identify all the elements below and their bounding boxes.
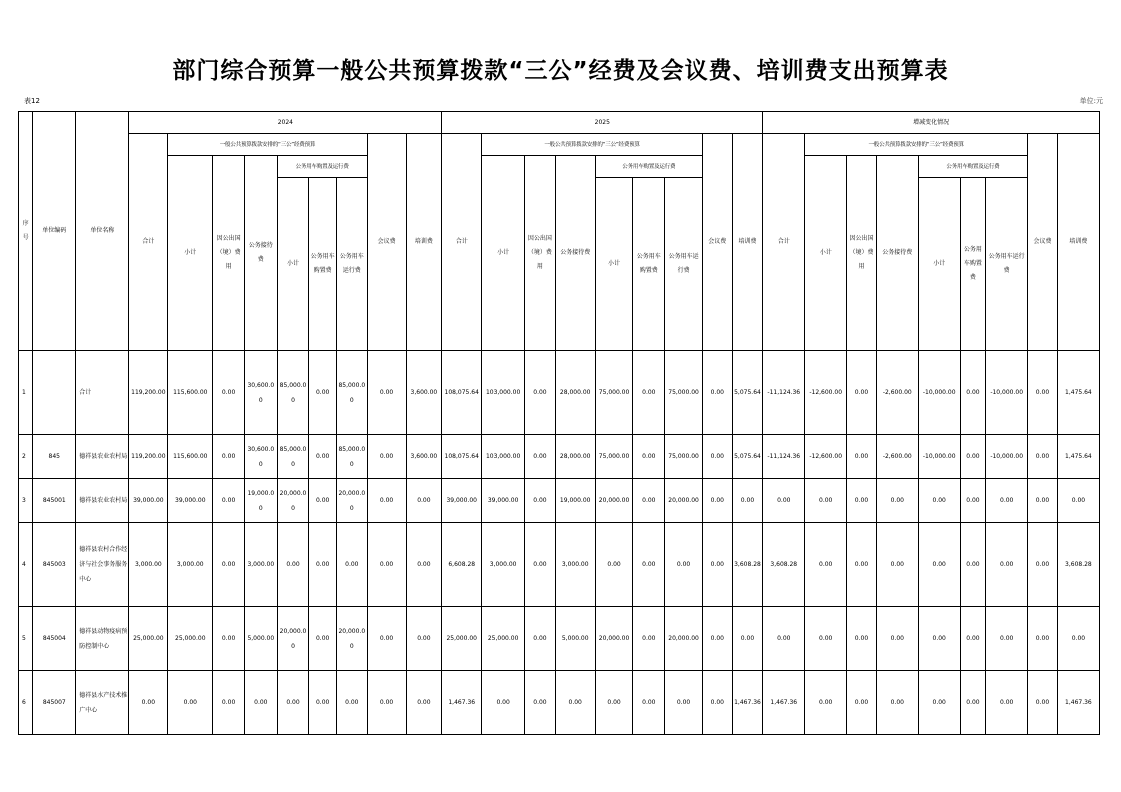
row-value-cell: 75,000.00	[665, 435, 703, 479]
row-unit-code: 845004	[33, 607, 76, 671]
row-value-cell: 0.00	[168, 671, 213, 735]
row-value-cell: 0.00	[309, 523, 337, 607]
header-unit-name: 单位名称	[76, 112, 129, 351]
row-value-cell: 0.00	[406, 523, 442, 607]
budget-table	[18, 111, 1100, 735]
row-value-cell: 108,075.64	[442, 351, 482, 435]
row-value-cell: 0.00	[309, 435, 337, 479]
row-value-cell: 0.00	[633, 607, 665, 671]
row-value-cell: -12,600.00	[805, 435, 847, 479]
row-value-cell: 20,000.00	[336, 607, 367, 671]
row-value-cell: 1,475.64	[1057, 435, 1099, 479]
unit-label: 单位:元	[1079, 97, 1103, 105]
row-value-cell: 85,000.00	[336, 435, 367, 479]
row-value-cell: 0.00	[213, 607, 245, 671]
row-value-cell: 0.00	[406, 607, 442, 671]
row-value-cell: 0.00	[1028, 523, 1058, 607]
row-value-cell: 19,000.00	[555, 479, 595, 523]
page-title: 部门综合预算一般公共预算拨款“三公”经费及会议费、培训费支出预算表	[172, 58, 949, 84]
row-value-cell: 20,000.00	[665, 479, 703, 523]
header-group-2024: 一般公共预算拨款安排的“三公”经费预算	[168, 134, 367, 156]
row-value-cell: -2,600.00	[876, 435, 918, 479]
row-value-cell: 0.00	[309, 351, 337, 435]
table-row	[19, 523, 1100, 607]
row-value-cell: 108,075.64	[442, 435, 482, 479]
table-row	[19, 479, 1100, 523]
row-unit-name: 合计	[76, 351, 129, 435]
row-value-cell: 3,608.28	[1057, 523, 1099, 607]
row-value-cell: 0.00	[702, 607, 732, 671]
row-value-cell: 5,000.00	[244, 607, 277, 671]
row-value-cell: 19,000.00	[244, 479, 277, 523]
header-year-2025: 2025	[442, 112, 763, 134]
row-value-cell: 0.00	[918, 479, 960, 523]
row-value-cell: 0.00	[406, 671, 442, 735]
row-value-cell: 0.00	[805, 479, 847, 523]
row-value-cell: 0.00	[213, 351, 245, 435]
row-value-cell: 0.00	[367, 607, 406, 671]
row-value-cell: 20,000.00	[595, 607, 633, 671]
header-training-change: 培训费	[1057, 134, 1099, 351]
header-car-group-change: 公务用车购置及运行费	[918, 156, 1027, 178]
row-value-cell: 0.00	[1028, 607, 1058, 671]
row-value-cell: 75,000.00	[665, 351, 703, 435]
header-reception-2024: 公务接待费	[244, 156, 277, 351]
row-value-cell: 0.00	[482, 671, 525, 735]
row-value-cell: -11,124.36	[763, 351, 805, 435]
row-value-cell: 39,000.00	[129, 479, 168, 523]
header-car-group-2024: 公务用车购置及运行费	[277, 156, 367, 178]
table-row	[19, 607, 1100, 671]
row-value-cell: 39,000.00	[482, 479, 525, 523]
header-car-running-2025: 公务用车运行费	[665, 178, 703, 351]
row-value-cell: 0.00	[847, 351, 877, 435]
header-car-purchase-2024: 公务用车购置费	[309, 178, 337, 351]
header-car-running-change: 公务用车运行费	[986, 178, 1028, 351]
row-value-cell: 28,000.00	[555, 351, 595, 435]
row-unit-name: 德祥县农村合作经济与社会事务服务中心	[76, 523, 129, 607]
row-seq: 6	[19, 671, 33, 735]
row-value-cell: 103,000.00	[482, 351, 525, 435]
header-subtotal-2024: 小计	[168, 156, 213, 351]
row-value-cell: 0.00	[960, 351, 986, 435]
row-value-cell: 0.00	[986, 671, 1028, 735]
header-change: 增减变化情况	[763, 112, 1100, 134]
row-value-cell: 3,000.00	[129, 523, 168, 607]
header-meeting-2025: 会议费	[702, 134, 732, 351]
row-value-cell: 0.00	[665, 671, 703, 735]
row-value-cell: 25,000.00	[442, 607, 482, 671]
header-training-2025: 培训费	[732, 134, 763, 351]
header-year-2024: 2024	[129, 112, 442, 134]
header-total-change: 合计	[763, 134, 805, 351]
row-value-cell: 25,000.00	[129, 607, 168, 671]
header-car-running-2024: 公务用车运行费	[336, 178, 367, 351]
row-value-cell: 0.00	[525, 671, 556, 735]
row-value-cell: 115,600.00	[168, 351, 213, 435]
row-unit-code: 845	[33, 435, 76, 479]
row-value-cell: 0.00	[633, 479, 665, 523]
header-group-2025: 一般公共预算拨款安排的“三公”经费预算	[482, 134, 703, 156]
header-subtotal-change: 小计	[805, 156, 847, 351]
header-car-group-2025: 公务用车购置及运行费	[595, 156, 702, 178]
row-value-cell: 0.00	[213, 435, 245, 479]
row-value-cell: 30,600.00	[244, 351, 277, 435]
row-value-cell: 0.00	[918, 671, 960, 735]
row-value-cell: 0.00	[309, 607, 337, 671]
row-value-cell: 0.00	[702, 351, 732, 435]
header-total-2025: 合计	[442, 134, 482, 351]
row-value-cell: 0.00	[213, 671, 245, 735]
row-value-cell: -12,600.00	[805, 351, 847, 435]
row-value-cell: 0.00	[960, 435, 986, 479]
row-value-cell: 0.00	[732, 607, 763, 671]
row-unit-name: 德祥县农业农村局	[76, 435, 129, 479]
row-value-cell: -2,600.00	[876, 351, 918, 435]
row-value-cell: 0.00	[336, 671, 367, 735]
row-value-cell: 0.00	[847, 607, 877, 671]
row-unit-code: 845007	[33, 671, 76, 735]
row-unit-code: 845001	[33, 479, 76, 523]
row-value-cell: 0.00	[876, 671, 918, 735]
row-value-cell: 0.00	[876, 523, 918, 607]
row-value-cell: 0.00	[129, 671, 168, 735]
row-value-cell: 0.00	[336, 523, 367, 607]
row-value-cell: 0.00	[960, 523, 986, 607]
header-car-purchase-2025: 公务用车购置费	[633, 178, 665, 351]
row-value-cell: 25,000.00	[168, 607, 213, 671]
row-value-cell: 1,475.64	[1057, 351, 1099, 435]
header-total-2024: 合计	[129, 134, 168, 351]
row-value-cell: 20,000.00	[336, 479, 367, 523]
row-value-cell: 0.00	[986, 523, 1028, 607]
row-value-cell: 0.00	[960, 671, 986, 735]
row-value-cell: 1,467.36	[1057, 671, 1099, 735]
row-value-cell: 0.00	[876, 479, 918, 523]
row-value-cell: -10,000.00	[986, 351, 1028, 435]
row-value-cell: 0.00	[805, 607, 847, 671]
header-group-change: 一般公共预算拨款安排的“三公”经费预算	[805, 134, 1028, 156]
header-car-subtotal-change: 小计	[918, 178, 960, 351]
header-abroad-2025: 因公出国（境）费用	[525, 156, 556, 351]
row-value-cell: 0.00	[633, 671, 665, 735]
header-abroad-2024: 因公出国（境）费用	[213, 156, 245, 351]
header-unit-code: 单位编码	[33, 112, 76, 351]
row-value-cell: 0.00	[525, 607, 556, 671]
row-value-cell: 5,075.64	[732, 435, 763, 479]
row-value-cell: 0.00	[847, 671, 877, 735]
row-unit-code: 845003	[33, 523, 76, 607]
row-value-cell: 0.00	[732, 479, 763, 523]
row-value-cell: 0.00	[702, 435, 732, 479]
row-value-cell: 0.00	[367, 523, 406, 607]
row-value-cell: 20,000.00	[665, 607, 703, 671]
row-value-cell: 3,608.28	[732, 523, 763, 607]
row-value-cell: 0.00	[525, 435, 556, 479]
row-value-cell: 0.00	[406, 479, 442, 523]
table-number: 表12	[24, 97, 40, 105]
row-value-cell: 0.00	[277, 523, 309, 607]
row-value-cell: 0.00	[213, 523, 245, 607]
header-meeting-change: 会议费	[1028, 134, 1058, 351]
row-unit-code	[33, 351, 76, 435]
row-value-cell: 3,000.00	[244, 523, 277, 607]
row-value-cell: 0.00	[986, 607, 1028, 671]
row-value-cell: 75,000.00	[595, 435, 633, 479]
row-seq: 2	[19, 435, 33, 479]
row-seq: 4	[19, 523, 33, 607]
row-seq: 1	[19, 351, 33, 435]
row-value-cell: 0.00	[525, 479, 556, 523]
row-value-cell: 0.00	[918, 607, 960, 671]
row-value-cell: 3,000.00	[168, 523, 213, 607]
row-value-cell: 0.00	[918, 523, 960, 607]
row-value-cell: 0.00	[213, 479, 245, 523]
row-value-cell: 0.00	[702, 523, 732, 607]
row-value-cell: 0.00	[309, 479, 337, 523]
row-value-cell: -10,000.00	[986, 435, 1028, 479]
table-row	[19, 351, 1100, 435]
row-value-cell: 0.00	[1028, 435, 1058, 479]
row-value-cell: 0.00	[847, 435, 877, 479]
row-value-cell: 0.00	[805, 671, 847, 735]
row-unit-name: 德祥县农业农村局	[76, 479, 129, 523]
row-value-cell: 0.00	[595, 523, 633, 607]
row-value-cell: 5,075.64	[732, 351, 763, 435]
header-car-subtotal-2024: 小计	[277, 178, 309, 351]
row-value-cell: 0.00	[367, 435, 406, 479]
header-subtotal-2025: 小计	[482, 156, 525, 351]
row-value-cell: 0.00	[367, 671, 406, 735]
row-value-cell: 3,600.00	[406, 351, 442, 435]
row-value-cell: 1,467.36	[732, 671, 763, 735]
row-value-cell: 20,000.00	[277, 607, 309, 671]
row-value-cell: 0.00	[1028, 479, 1058, 523]
row-unit-name: 德祥县动物疫病预防控制中心	[76, 607, 129, 671]
row-value-cell: 0.00	[525, 523, 556, 607]
row-value-cell: 0.00	[763, 479, 805, 523]
row-value-cell: 20,000.00	[595, 479, 633, 523]
row-value-cell: 103,000.00	[482, 435, 525, 479]
header-car-purchase-change: 公务用车购置费	[960, 178, 986, 351]
row-value-cell: 0.00	[763, 607, 805, 671]
table-row	[19, 435, 1100, 479]
table-row	[19, 671, 1100, 735]
row-value-cell: 0.00	[876, 607, 918, 671]
header-seq: 序号	[19, 112, 33, 351]
row-value-cell: 0.00	[309, 671, 337, 735]
row-value-cell: 0.00	[847, 523, 877, 607]
row-value-cell: 25,000.00	[482, 607, 525, 671]
row-value-cell: 0.00	[244, 671, 277, 735]
row-value-cell: 115,600.00	[168, 435, 213, 479]
row-value-cell: 5,000.00	[555, 607, 595, 671]
row-value-cell: 0.00	[633, 351, 665, 435]
row-value-cell: -10,000.00	[918, 351, 960, 435]
row-value-cell: 1,467.36	[442, 671, 482, 735]
row-value-cell: 0.00	[986, 479, 1028, 523]
row-value-cell: 0.00	[277, 671, 309, 735]
row-value-cell: 20,000.00	[277, 479, 309, 523]
row-seq: 5	[19, 607, 33, 671]
row-value-cell: 39,000.00	[168, 479, 213, 523]
row-value-cell: 1,467.36	[763, 671, 805, 735]
row-value-cell: 0.00	[960, 479, 986, 523]
table-body	[19, 351, 1100, 735]
row-value-cell: 0.00	[633, 435, 665, 479]
row-value-cell: 28,000.00	[555, 435, 595, 479]
row-value-cell: 3,600.00	[406, 435, 442, 479]
header-car-subtotal-2025: 小计	[595, 178, 633, 351]
row-value-cell: 0.00	[960, 607, 986, 671]
row-value-cell: 39,000.00	[442, 479, 482, 523]
header-training-2024: 培训费	[406, 134, 442, 351]
row-value-cell: 0.00	[595, 671, 633, 735]
header-abroad-change: 因公出国（境）费用	[847, 156, 877, 351]
header-meeting-2024: 会议费	[367, 134, 406, 351]
row-value-cell: 0.00	[702, 479, 732, 523]
row-value-cell: 0.00	[367, 351, 406, 435]
row-value-cell: 6,608.28	[442, 523, 482, 607]
row-value-cell: 0.00	[1028, 671, 1058, 735]
row-seq: 3	[19, 479, 33, 523]
header-reception-2025: 公务接待费	[555, 156, 595, 351]
header-reception-change: 公务接待费	[876, 156, 918, 351]
row-value-cell: 3,000.00	[555, 523, 595, 607]
row-value-cell: 85,000.00	[277, 435, 309, 479]
row-value-cell: 0.00	[847, 479, 877, 523]
row-value-cell: 0.00	[525, 351, 556, 435]
row-value-cell: 85,000.00	[336, 351, 367, 435]
row-value-cell: 3,000.00	[482, 523, 525, 607]
row-value-cell: 75,000.00	[595, 351, 633, 435]
row-value-cell: 0.00	[633, 523, 665, 607]
row-value-cell: 3,608.28	[763, 523, 805, 607]
row-value-cell: 30,600.00	[244, 435, 277, 479]
row-value-cell: -10,000.00	[918, 435, 960, 479]
row-value-cell: 119,200.00	[129, 435, 168, 479]
row-value-cell: 0.00	[665, 523, 703, 607]
row-value-cell: 0.00	[1028, 351, 1058, 435]
row-value-cell: -11,124.36	[763, 435, 805, 479]
row-value-cell: 0.00	[555, 671, 595, 735]
row-value-cell: 0.00	[1057, 479, 1099, 523]
row-value-cell: 0.00	[1057, 607, 1099, 671]
row-value-cell: 0.00	[367, 479, 406, 523]
row-value-cell: 0.00	[805, 523, 847, 607]
row-unit-name: 德祥县水产技术推广中心	[76, 671, 129, 735]
row-value-cell: 85,000.00	[277, 351, 309, 435]
row-value-cell: 119,200.00	[129, 351, 168, 435]
row-value-cell: 0.00	[702, 671, 732, 735]
